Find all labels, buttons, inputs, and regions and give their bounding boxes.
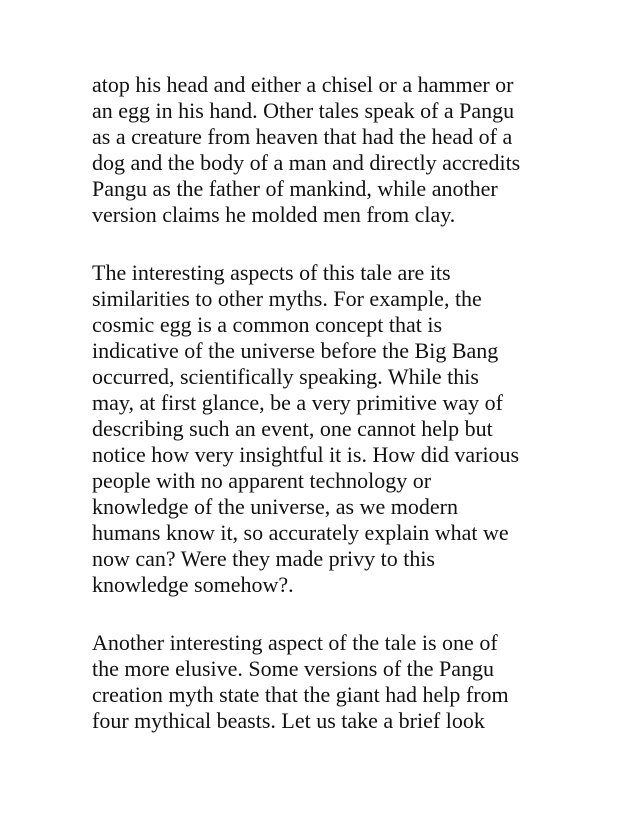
text-line: creation myth state that the giant had help from xyxy=(92,682,509,707)
text-line: Another interesting aspect of the tale is one of xyxy=(92,630,498,655)
text-line: indicative of the universe before the Big Bang xyxy=(92,338,499,363)
paragraph-3 xyxy=(92,630,562,734)
paragraph-1 xyxy=(92,72,562,228)
text-line: dog and the body of a man and directly accredits xyxy=(92,150,521,175)
text-line: knowledge somehow?. xyxy=(92,572,294,597)
paragraph-2 xyxy=(92,260,562,598)
text-line: people with no apparent technology or xyxy=(92,468,432,493)
text-line: now can? Were they made privy to this xyxy=(92,546,435,571)
text-line: may, at first glance, be a very primitive way of xyxy=(92,390,503,415)
text-line: occurred, scientifically speaking. While this xyxy=(92,364,479,389)
text-line: humans know it, so accurately explain what we xyxy=(92,520,509,545)
text-line: the more elusive. Some versions of the Pangu xyxy=(92,656,495,681)
text-line: Pangu as the father of mankind, while another xyxy=(92,176,498,201)
text-line: four mythical beasts. Let us take a brief look xyxy=(92,708,485,733)
text-line: describing such an event, one cannot help but xyxy=(92,416,493,441)
text-line: an egg in his hand. Other tales speak of a Pangu xyxy=(92,98,515,123)
text-line: similarities to other myths. For example, the xyxy=(92,286,482,311)
text-line: version claims he molded men from clay. xyxy=(92,202,456,227)
text-line: knowledge of the universe, as we modern xyxy=(92,494,458,519)
text-line: cosmic egg is a common concept that is xyxy=(92,312,443,337)
text-line: atop his head and either a chisel or a hammer or xyxy=(92,72,514,97)
text-line: notice how very insightful it is. How did various xyxy=(92,442,520,467)
text-line: The interesting aspects of this tale are its xyxy=(92,260,451,285)
text-line: as a creature from heaven that had the head of a xyxy=(92,124,513,149)
